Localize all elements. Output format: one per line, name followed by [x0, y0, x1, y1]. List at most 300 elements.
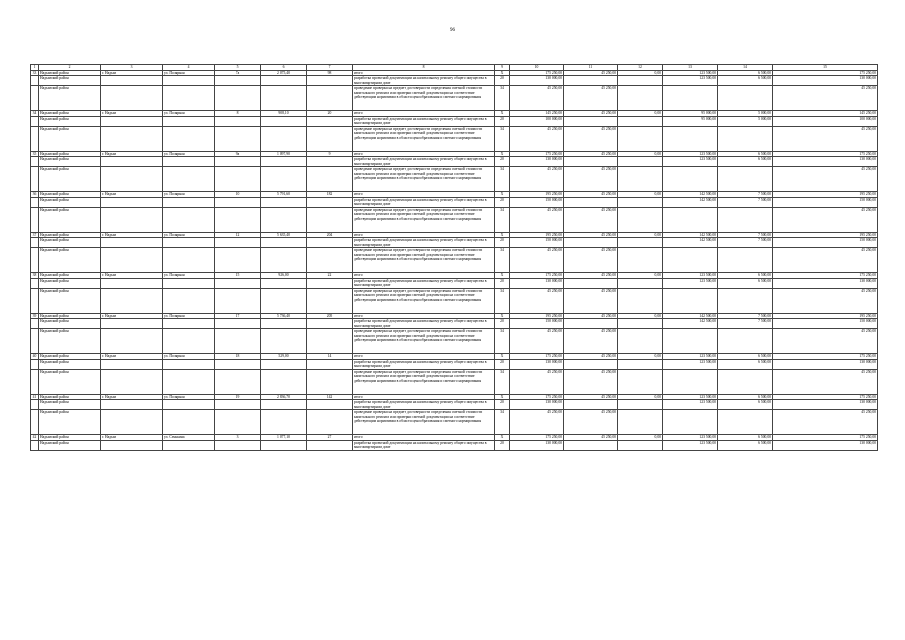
value-cell: 0,00	[618, 273, 663, 279]
empty-cell	[101, 157, 163, 167]
house-cell: 19	[215, 394, 261, 400]
row-number: 33	[31, 70, 39, 76]
empty-cell	[307, 116, 353, 126]
value-cell: 45 250,00	[773, 207, 878, 232]
value-cell: 45 250,00	[564, 329, 618, 354]
people-cell: 20	[307, 111, 353, 117]
value-cell	[618, 369, 663, 394]
empty-cell	[101, 207, 163, 232]
work-type-cell: разработка проектной документации на капитальному ремонту общего имущества в многоквартирном доме	[353, 400, 495, 410]
code-cell: X	[495, 273, 510, 279]
value-cell	[663, 410, 718, 435]
value-cell: 130 000,00	[510, 278, 564, 288]
value-cell	[618, 197, 663, 207]
value-cell	[663, 248, 718, 273]
work-type-cell: разработка проектной документации на капитальному ремонту общего имущества в многоквартирном доме	[353, 319, 495, 329]
district-cell: Надымский район	[39, 76, 101, 86]
code-cell: 34	[495, 126, 510, 151]
value-cell: 7 500,00	[718, 313, 773, 319]
value-cell: 175 250,00	[773, 435, 878, 441]
empty-cell	[101, 126, 163, 151]
value-cell: 123 500,00	[663, 76, 718, 86]
value-cell	[718, 126, 773, 151]
value-cell: 45 250,00	[564, 151, 618, 157]
value-cell	[618, 86, 663, 111]
value-cell: 130 000,00	[510, 76, 564, 86]
house-cell: 12	[215, 232, 261, 238]
area-cell: 5 635,40	[261, 232, 307, 238]
work-type-cell: итого	[353, 354, 495, 360]
street-cell: ул. Полярная	[163, 313, 215, 319]
district-cell: Надымский район	[39, 400, 101, 410]
street-cell: ул. Полярная	[163, 394, 215, 400]
value-cell	[618, 400, 663, 410]
work-type-cell: проведение проверки на предмет достоверности определения сметной стоимости капитального ремонта или проверки сметной документации на соответствие действующим нормативам в области ценообразования и сметного нормирования	[353, 248, 495, 273]
value-cell	[618, 329, 663, 354]
row-number	[31, 207, 39, 232]
street-cell: ул. Полярная	[163, 70, 215, 76]
value-cell: 175 250,00	[773, 151, 878, 157]
empty-cell	[163, 76, 215, 86]
city-cell: г. Надым	[101, 192, 163, 198]
column-number: 7	[307, 65, 353, 71]
value-cell: 6 500,00	[718, 440, 773, 450]
house-cell: 9а	[215, 151, 261, 157]
row-number	[31, 157, 39, 167]
empty-cell	[261, 157, 307, 167]
value-cell	[564, 440, 618, 450]
value-cell: 145 250,00	[773, 111, 878, 117]
district-cell: Надымский район	[39, 70, 101, 76]
value-cell: 142 500,00	[663, 197, 718, 207]
district-cell: Надымский район	[39, 278, 101, 288]
value-cell: 123 500,00	[663, 440, 718, 450]
empty-cell	[163, 400, 215, 410]
district-cell: Надымский район	[39, 273, 101, 279]
street-cell: ул. Полярная	[163, 354, 215, 360]
table-row	[31, 440, 878, 450]
value-cell: 45 250,00	[564, 410, 618, 435]
value-cell	[618, 288, 663, 313]
row-number	[31, 116, 39, 126]
table-row	[31, 319, 878, 329]
row-number	[31, 440, 39, 450]
empty-cell	[307, 238, 353, 248]
row-number: 35	[31, 151, 39, 157]
empty-cell	[307, 400, 353, 410]
table-row	[31, 86, 878, 111]
value-cell: 45 250,00	[510, 410, 564, 435]
value-cell	[618, 248, 663, 273]
street-cell: ул. Полярная	[163, 151, 215, 157]
value-cell	[564, 359, 618, 369]
empty-cell	[163, 126, 215, 151]
people-cell: 98	[307, 70, 353, 76]
street-cell: ул. Полярная	[163, 232, 215, 238]
value-cell: 100 000,00	[510, 116, 564, 126]
value-cell: 130 000,00	[510, 440, 564, 450]
value-cell: 45 250,00	[564, 232, 618, 238]
work-type-cell: разработка проектной документации на капитальному ремонту общего имущества в многоквартирном доме	[353, 238, 495, 248]
value-cell: 45 250,00	[510, 167, 564, 192]
value-cell	[663, 369, 718, 394]
column-number: 5	[215, 65, 261, 71]
empty-cell	[261, 329, 307, 354]
value-cell: 45 250,00	[510, 126, 564, 151]
district-cell: Надымский район	[39, 248, 101, 273]
empty-cell	[307, 86, 353, 111]
city-cell: г. Надым	[101, 394, 163, 400]
value-cell	[618, 440, 663, 450]
house-cell: 7а	[215, 70, 261, 76]
district-cell: Надымский район	[39, 238, 101, 248]
table-row	[31, 369, 878, 394]
empty-cell	[261, 238, 307, 248]
value-cell: 45 250,00	[510, 207, 564, 232]
work-type-cell: разработка проектной документации на капитальному ремонту общего имущества в многоквартирном доме	[353, 157, 495, 167]
empty-cell	[307, 126, 353, 151]
people-cell: 27	[307, 435, 353, 441]
empty-cell	[261, 207, 307, 232]
value-cell: 175 250,00	[773, 70, 878, 76]
value-cell	[718, 288, 773, 313]
value-cell	[564, 157, 618, 167]
empty-cell	[215, 157, 261, 167]
people-cell: 14	[307, 354, 353, 360]
code-cell: X	[495, 192, 510, 198]
value-cell: 45 250,00	[773, 86, 878, 111]
work-type-cell: итого	[353, 435, 495, 441]
table-row	[31, 400, 878, 410]
row-number	[31, 400, 39, 410]
code-cell: 34	[495, 86, 510, 111]
value-cell: 100 000,00	[773, 116, 878, 126]
value-cell: 45 250,00	[773, 329, 878, 354]
district-cell: Надымский район	[39, 319, 101, 329]
value-cell: 45 250,00	[510, 369, 564, 394]
value-cell	[564, 400, 618, 410]
value-cell: 45 250,00	[564, 273, 618, 279]
value-cell: 175 250,00	[510, 354, 564, 360]
column-number: 11	[564, 65, 618, 71]
repair-program-table	[30, 64, 878, 451]
street-cell: ул. Полярная	[163, 192, 215, 198]
empty-cell	[261, 278, 307, 288]
work-type-cell: итого	[353, 70, 495, 76]
empty-cell	[261, 116, 307, 126]
work-type-cell: проведение проверки на предмет достоверности определения сметной стоимости капитального ремонта или проверки сметной документации на соответствие действующим нормативам в области ценообразования и сметного нормирования	[353, 126, 495, 151]
empty-cell	[215, 288, 261, 313]
value-cell: 45 250,00	[564, 313, 618, 319]
table-row	[31, 278, 878, 288]
district-cell: Надымский район	[39, 86, 101, 111]
value-cell: 130 000,00	[773, 400, 878, 410]
row-number	[31, 288, 39, 313]
empty-cell	[261, 288, 307, 313]
value-cell	[718, 207, 773, 232]
value-cell: 130 000,00	[773, 359, 878, 369]
empty-cell	[307, 319, 353, 329]
district-cell: Надымский район	[39, 410, 101, 435]
row-number	[31, 410, 39, 435]
value-cell	[564, 76, 618, 86]
empty-cell	[215, 126, 261, 151]
row-number	[31, 248, 39, 273]
table-row	[31, 207, 878, 232]
code-cell: 20	[495, 157, 510, 167]
table-row	[31, 76, 878, 86]
value-cell: 6 500,00	[718, 359, 773, 369]
value-cell	[618, 238, 663, 248]
empty-cell	[163, 248, 215, 273]
empty-cell	[215, 116, 261, 126]
value-cell: 45 250,00	[564, 207, 618, 232]
empty-cell	[261, 359, 307, 369]
empty-cell	[215, 238, 261, 248]
empty-cell	[101, 86, 163, 111]
code-cell: 34	[495, 207, 510, 232]
empty-cell	[261, 440, 307, 450]
value-cell	[618, 359, 663, 369]
value-cell: 150 000,00	[510, 319, 564, 329]
code-cell: X	[495, 111, 510, 117]
value-cell: 7 500,00	[718, 192, 773, 198]
empty-cell	[215, 86, 261, 111]
work-type-cell: проведение проверки на предмет достоверности определения сметной стоимости капитального ремонта или проверки сметной документации на соответствие действующим нормативам в области ценообразования и сметного нормирования	[353, 207, 495, 232]
empty-cell	[101, 76, 163, 86]
code-cell: X	[495, 313, 510, 319]
value-cell: 123 500,00	[663, 400, 718, 410]
empty-cell	[307, 359, 353, 369]
row-number: 34	[31, 111, 39, 117]
district-cell: Надымский район	[39, 369, 101, 394]
empty-cell	[215, 359, 261, 369]
empty-cell	[261, 197, 307, 207]
empty-cell	[101, 410, 163, 435]
column-number: 15	[773, 65, 878, 71]
city-cell: г. Надым	[101, 273, 163, 279]
value-cell	[663, 329, 718, 354]
work-type-cell: итого	[353, 313, 495, 319]
value-cell: 7 500,00	[718, 238, 773, 248]
value-cell: 142 500,00	[663, 238, 718, 248]
work-type-cell: разработка проектной документации на капитальному ремонту общего имущества в многоквартирном доме	[353, 197, 495, 207]
value-cell: 45 250,00	[564, 126, 618, 151]
house-cell: 17	[215, 313, 261, 319]
value-cell: 175 250,00	[510, 151, 564, 157]
empty-cell	[307, 167, 353, 192]
code-cell: X	[495, 435, 510, 441]
city-cell: г. Надым	[101, 151, 163, 157]
value-cell: 45 250,00	[510, 248, 564, 273]
city-cell: г. Надым	[101, 313, 163, 319]
value-cell	[718, 86, 773, 111]
empty-cell	[215, 329, 261, 354]
value-cell	[564, 278, 618, 288]
work-type-cell: итого	[353, 192, 495, 198]
area-cell: 529,00	[261, 354, 307, 360]
empty-cell	[307, 329, 353, 354]
value-cell: 130 000,00	[510, 400, 564, 410]
empty-cell	[261, 248, 307, 273]
row-number: 38	[31, 273, 39, 279]
empty-cell	[163, 359, 215, 369]
empty-cell	[101, 319, 163, 329]
row-number	[31, 126, 39, 151]
district-cell: Надымский район	[39, 151, 101, 157]
value-cell: 6 500,00	[718, 76, 773, 86]
empty-cell	[307, 157, 353, 167]
value-cell: 150 000,00	[510, 197, 564, 207]
table-row	[31, 197, 878, 207]
value-cell: 175 250,00	[510, 70, 564, 76]
empty-cell	[215, 248, 261, 273]
value-cell: 45 250,00	[564, 86, 618, 111]
value-cell: 175 250,00	[510, 394, 564, 400]
value-cell: 45 250,00	[564, 70, 618, 76]
value-cell: 0,00	[618, 394, 663, 400]
value-cell: 195 250,00	[510, 313, 564, 319]
value-cell: 123 500,00	[663, 359, 718, 369]
value-cell: 0,00	[618, 435, 663, 441]
empty-cell	[261, 76, 307, 86]
value-cell: 45 250,00	[510, 288, 564, 313]
empty-cell	[307, 248, 353, 273]
value-cell: 6 500,00	[718, 435, 773, 441]
value-cell	[618, 319, 663, 329]
value-cell: 6 500,00	[718, 157, 773, 167]
value-cell: 45 250,00	[564, 369, 618, 394]
table-row	[31, 167, 878, 192]
value-cell: 175 250,00	[510, 435, 564, 441]
empty-cell	[163, 319, 215, 329]
code-cell: 34	[495, 329, 510, 354]
value-cell: 175 250,00	[773, 394, 878, 400]
row-number	[31, 197, 39, 207]
area-cell: 908,10	[261, 111, 307, 117]
value-cell	[564, 116, 618, 126]
empty-cell	[101, 440, 163, 450]
row-number: 42	[31, 435, 39, 441]
value-cell	[663, 207, 718, 232]
empty-cell	[163, 278, 215, 288]
value-cell	[618, 157, 663, 167]
work-type-cell: итого	[353, 394, 495, 400]
value-cell: 123 500,00	[663, 151, 718, 157]
area-cell: 1 097,90	[261, 151, 307, 157]
row-number: 37	[31, 232, 39, 238]
empty-cell	[101, 278, 163, 288]
value-cell	[718, 410, 773, 435]
row-number	[31, 369, 39, 394]
value-cell	[618, 207, 663, 232]
value-cell	[564, 197, 618, 207]
empty-cell	[163, 288, 215, 313]
value-cell: 0,00	[618, 70, 663, 76]
code-cell: 34	[495, 369, 510, 394]
value-cell: 142 500,00	[663, 192, 718, 198]
code-cell: X	[495, 70, 510, 76]
district-cell: Надымский район	[39, 116, 101, 126]
empty-cell	[215, 278, 261, 288]
column-number: 13	[663, 65, 718, 71]
value-cell: 175 250,00	[510, 273, 564, 279]
value-cell: 6 500,00	[718, 273, 773, 279]
value-cell: 150 000,00	[773, 319, 878, 329]
code-cell: 20	[495, 319, 510, 329]
value-cell: 123 500,00	[663, 435, 718, 441]
table-row	[31, 329, 878, 354]
empty-cell	[101, 238, 163, 248]
work-type-cell: итого	[353, 232, 495, 238]
district-cell: Надымский район	[39, 207, 101, 232]
work-type-cell: проведение проверки на предмет достоверности определения сметной стоимости капитального ремонта или проверки сметной документации на соответствие действующим нормативам в области ценообразования и сметного нормирования	[353, 369, 495, 394]
value-cell: 7 500,00	[718, 197, 773, 207]
city-cell: г. Надым	[101, 435, 163, 441]
value-cell: 0,00	[618, 354, 663, 360]
code-cell: 20	[495, 116, 510, 126]
empty-cell	[261, 86, 307, 111]
value-cell: 150 000,00	[773, 238, 878, 248]
value-cell: 95 000,00	[663, 116, 718, 126]
value-cell	[564, 238, 618, 248]
value-cell	[718, 248, 773, 273]
empty-cell	[261, 410, 307, 435]
empty-cell	[101, 329, 163, 354]
value-cell: 45 250,00	[773, 410, 878, 435]
work-type-cell: разработка проектной документации на капитальному ремонту общего имущества в многоквартирном доме	[353, 359, 495, 369]
value-cell: 45 250,00	[564, 192, 618, 198]
people-cell: 205	[307, 313, 353, 319]
value-cell: 6 500,00	[718, 354, 773, 360]
empty-cell	[163, 329, 215, 354]
value-cell	[718, 329, 773, 354]
value-cell: 45 250,00	[564, 288, 618, 313]
value-cell	[663, 288, 718, 313]
empty-cell	[307, 197, 353, 207]
empty-cell	[307, 207, 353, 232]
value-cell: 0,00	[618, 192, 663, 198]
area-cell: 1 077,10	[261, 435, 307, 441]
code-cell: 20	[495, 197, 510, 207]
table-row	[31, 359, 878, 369]
code-cell: X	[495, 151, 510, 157]
district-cell: Надымский район	[39, 126, 101, 151]
code-cell: 20	[495, 359, 510, 369]
empty-cell	[163, 410, 215, 435]
value-cell	[663, 86, 718, 111]
district-cell: Надымский район	[39, 157, 101, 167]
work-type-cell: проведение проверки на предмет достоверности определения сметной стоимости капитального ремонта или проверки сметной документации на соответствие действующим нормативам в области ценообразования и сметного нормирования	[353, 167, 495, 192]
value-cell	[564, 319, 618, 329]
empty-cell	[163, 207, 215, 232]
value-cell	[663, 126, 718, 151]
table-row	[31, 410, 878, 435]
column-number: 10	[510, 65, 564, 71]
district-cell: Надымский район	[39, 394, 101, 400]
district-cell: Надымский район	[39, 359, 101, 369]
value-cell	[618, 116, 663, 126]
code-cell: 34	[495, 248, 510, 273]
code-cell: 20	[495, 400, 510, 410]
empty-cell	[261, 167, 307, 192]
empty-cell	[163, 86, 215, 111]
value-cell: 7 500,00	[718, 232, 773, 238]
area-cell: 5 736,40	[261, 313, 307, 319]
empty-cell	[163, 440, 215, 450]
value-cell: 5 000,00	[718, 116, 773, 126]
empty-cell	[215, 167, 261, 192]
